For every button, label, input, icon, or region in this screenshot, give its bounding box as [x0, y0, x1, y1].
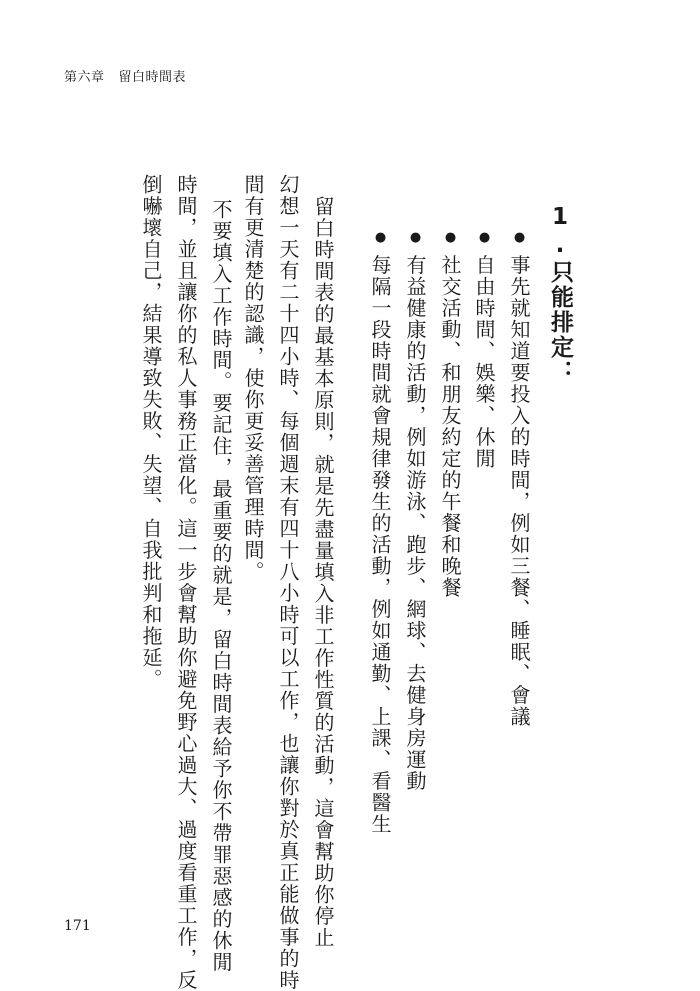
bullet-icon: ● — [512, 230, 527, 247]
bullet-item-4 — [405, 230, 425, 792]
bullet-text: 每隔一段時間就會規律發生的活動，例如通勤、上課、看醫生 — [368, 254, 392, 835]
section-number: 1. — [547, 204, 573, 260]
bullet-item-1 — [509, 230, 529, 728]
bullet-text: 社交活動、和朋友約定的午餐和晚餐 — [438, 254, 462, 599]
bullet-item-2 — [474, 230, 494, 470]
running-header — [64, 66, 186, 85]
bullet-item-3 — [440, 230, 460, 599]
bullet-item-5 — [370, 230, 390, 835]
body-column-6: 倒嚇壞自己，結果導致失敗、失望、自我批判和拖延。 — [139, 174, 163, 690]
bullet-text: 自由時間、娛樂、休閒 — [472, 254, 496, 470]
page-number: 171 — [64, 918, 91, 934]
body-column-2: 幻想一天有二十四小時、每個週末有四十八小時可以工作，也讓你對於真正能做事的時 — [276, 174, 300, 991]
body-column-1: 留白時間表的最基本原則，就是先盡量填入非工作性質的活動，這會幫助你停止 — [311, 196, 335, 949]
bullet-icon: ● — [443, 230, 458, 247]
section-heading-text: 只能排定： — [547, 260, 573, 385]
chapter-title: 留白時間表 — [118, 70, 187, 85]
section-heading — [548, 204, 571, 385]
bullet-icon: ● — [373, 230, 388, 247]
bullet-text: 有益健康的活動，例如游泳、跑步、網球、去健身房運動 — [403, 254, 427, 792]
bullet-text: 事先就知道要投入的時間，例如三餐、睡眠、會議 — [507, 254, 531, 728]
body-column-3: 間有更清楚的認識，使你更妥善管理時間。 — [241, 174, 265, 583]
chapter-label: 第六章 — [64, 70, 105, 85]
bullet-icon: ● — [477, 230, 492, 247]
bullet-icon: ● — [408, 230, 423, 247]
body-column-5: 時間，並且讓你的私人事務正當化。這一步會幫助你避免野心過大、過度看重工作，反 — [174, 174, 198, 991]
body-column-4: 不要填入工作時間。要記住，最重要的就是，留白時間表給予你不帶罪惡感的休閒 — [209, 199, 233, 973]
